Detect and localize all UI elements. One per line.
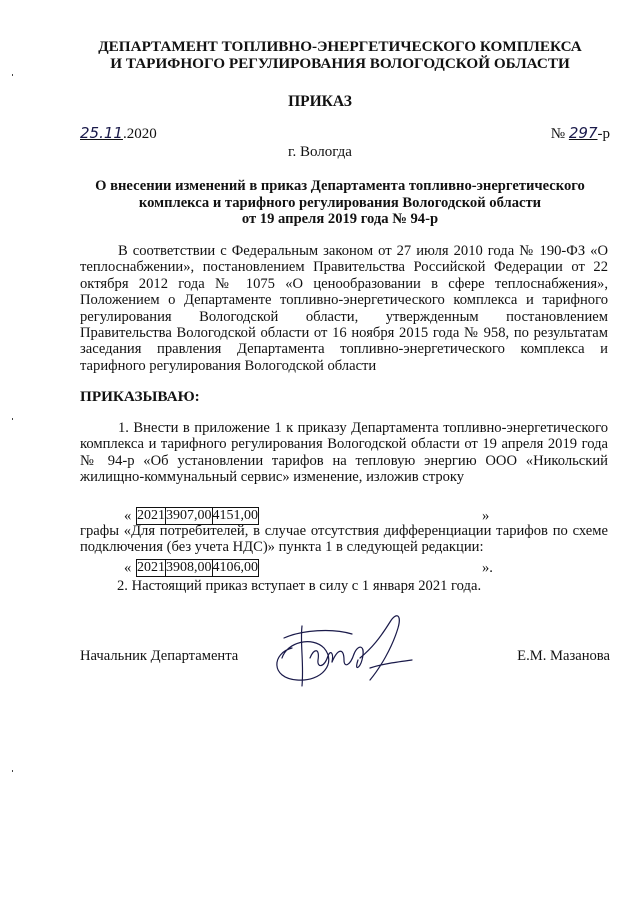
rate-year-cell: 2021 [137, 508, 165, 523]
number-handwritten: 297 [568, 124, 598, 142]
graph-description-text: графы «Для потребителей, в случае отсутствия дифференциации тарифов по схеме подключения (без учета НДС)» пункта 1 в следующей редакции: [80, 523, 608, 556]
subject-line1: О внесении изменений в приказ Департамента топливно-энергетического [95, 178, 585, 194]
department-name-line2: И ТАРИФНОГО РЕГУЛИРОВАНИЯ ВОЛОГОДСКОЙ ОБЛАСТИ [110, 55, 570, 72]
rate-value-cell: 3908,00 [166, 560, 212, 575]
orders-heading: ПРИКАЗЫВАЮ: [80, 388, 200, 405]
department-header [70, 38, 610, 72]
rate-value-cell: 4106,00 [212, 560, 258, 575]
handwritten-signature [262, 608, 422, 690]
rate-year-cell: 2021 [137, 560, 165, 575]
date-handwritten: 25.11 [80, 124, 123, 142]
item-1-block [80, 420, 608, 486]
new-rate-table [136, 559, 259, 577]
order-number [551, 124, 610, 143]
order-date [80, 124, 157, 143]
row-open-quote: « [124, 508, 132, 524]
order-subject [70, 178, 610, 228]
scan-speck [12, 770, 13, 772]
city-name: г. Вологда [288, 144, 352, 160]
scan-speck [12, 418, 13, 420]
number-suffix: -р [597, 126, 610, 142]
row-open-quote: « [124, 560, 132, 576]
subject-line3: от 19 апреля 2019 года № 94-р [241, 211, 439, 227]
date-year: .2020 [122, 126, 157, 142]
row-close-quote: » [482, 508, 490, 524]
item-1-text: 1. Внести в приложение 1 к приказу Департамента топливно-энергетического комплекса и тарифного регулирования Вологодской области от 19 апреля 2019 года № 94-р «Об установлении тарифов на тепловую энергию ООО «Никольский жилищно-коммунальный сервис» изменение, изложив строку [80, 420, 608, 486]
rate-value-cell: 3907,00 [166, 508, 212, 523]
table-row [137, 560, 259, 577]
preamble-block [80, 243, 608, 374]
rate-value-cell: 4151,00 [212, 508, 258, 523]
row-close-quote: ». [482, 560, 493, 576]
item-2-text: 2. Настоящий приказ вступает в силу с 1 января 2021 года. [117, 578, 482, 594]
scan-speck [12, 74, 13, 76]
table-row [137, 508, 259, 525]
document-type-title: ПРИКАЗ [288, 93, 352, 110]
graph-description-block [80, 523, 608, 556]
department-name-line1: ДЕПАРТАМЕНТ ТОПЛИВНО-ЭНЕРГЕТИЧЕСКОГО КОМПЛЕКСА [98, 38, 582, 55]
number-prefix: № [550, 126, 566, 142]
signatory-name: Е.М. Мазанова [517, 648, 610, 664]
subject-line2: комплекса и тарифного регулирования Вологодской области [138, 194, 542, 211]
signatory-position: Начальник Департамента [80, 648, 239, 664]
preamble-text: В соответствии с Федеральным законом от 27 июля 2010 года № 190-ФЗ «О теплоснабжении», постановлением Правительства Российской Федерации от 22 октября 2012 года № 1075 «О ценообразовании в сфере теплоснабжения», Положением о Департаменте топливно-энергетического комплекса и тарифного регулирования Вологодской области, утвержденным постановлением Правительства Вологодской области от 16 ноября 2015 года № 958, по результатам заседания правления Департамента топливно-энергетического комплекса и тарифного регулирования Вологодской области [80, 243, 608, 374]
